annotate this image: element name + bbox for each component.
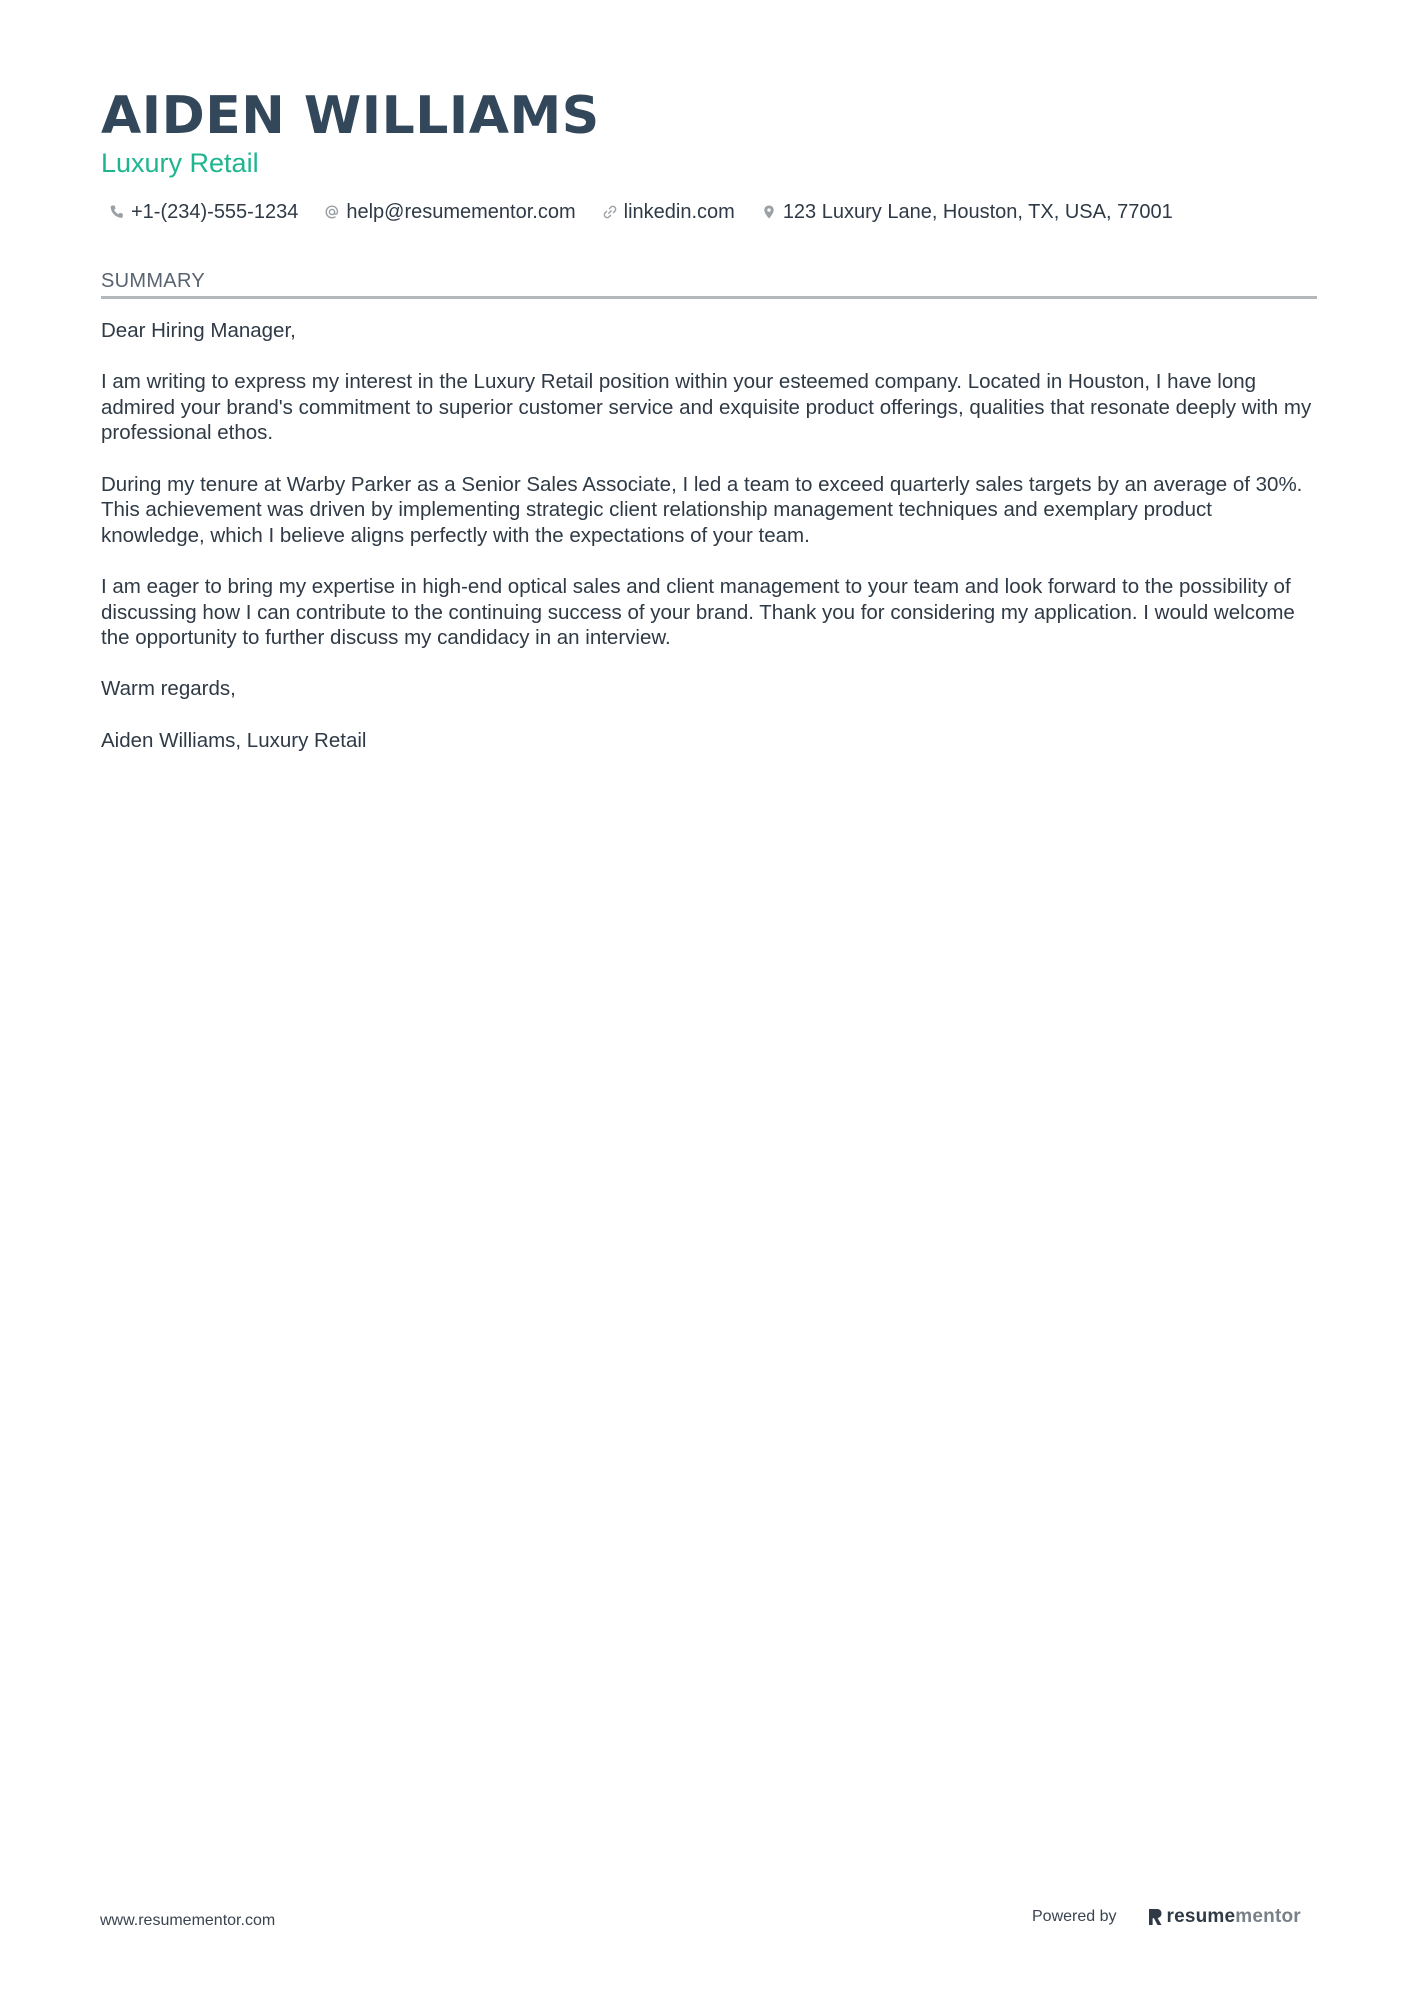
footer-branding <box>1032 1905 1301 1929</box>
footer-website[interactable]: www.resumementor.com <box>100 1912 276 1929</box>
letter-paragraph-1: I am writing to express my interest in the Luxury Retail position within your esteemed company. Located in Houston, I have long admired your brand's commitment to superior customer service and exquisite product offerings, qualities that resonate deeply with my professional ethos. <box>101 370 1312 445</box>
contact-address <box>761 198 1173 226</box>
website-text: linkedin.com <box>623 201 735 223</box>
letter-greeting: Dear Hiring Manager, <box>101 319 296 342</box>
contact-email <box>324 198 575 226</box>
address-text: 123 Luxury Lane, Houston, TX, USA, 77001 <box>782 201 1173 223</box>
location-pin-icon <box>761 204 777 220</box>
letter-closing: Warm regards, <box>101 677 236 701</box>
letter-paragraph-2: During my tenure at Warby Parker as a Senior Sales Associate, I led a team to exceed quarterly sales targets by an average of 30%. This achievement was driven by implementing strategic client relationship management techniques and exemplary product knowledge, which I believe aligns perfectly with the expectations of your team. <box>101 472 1303 547</box>
phone-icon <box>109 204 125 220</box>
resume-page <box>101 0 1317 1995</box>
letter-paragraph-3: I am eager to bring my expertise in high-end optical sales and client management to your team and look forward to the possibility of discussing how I can contribute to the continuing success of your brand. Thank you for considering my application. I would welcome the opportunity to further discuss my candidacy in an interview. <box>101 574 1295 650</box>
powered-by-label: Powered by <box>1032 1908 1117 1925</box>
resumementor-logo[interactable] <box>1147 1905 1301 1929</box>
contact-bar <box>109 198 1173 226</box>
summary-heading: SUMMARY <box>101 268 1317 299</box>
contact-website <box>602 198 735 226</box>
contact-phone <box>109 198 298 226</box>
letter-signature: Aiden Williams, Luxury Retail <box>101 728 367 752</box>
at-icon <box>324 204 340 220</box>
resumementor-mark-icon <box>1147 1907 1163 1927</box>
phone-text: +1-(234)-555-1234 <box>131 201 299 223</box>
candidate-name: AIDEN WILLIAMS <box>101 86 600 146</box>
candidate-role: Luxury Retail <box>101 148 259 178</box>
email-text: help@resumementor.com <box>346 201 576 223</box>
link-icon <box>602 204 618 220</box>
brand-resume-text: resume <box>1166 1906 1236 1927</box>
cover-letter-body <box>101 318 1317 779</box>
brand-mentor-text: mentor <box>1235 1906 1301 1927</box>
